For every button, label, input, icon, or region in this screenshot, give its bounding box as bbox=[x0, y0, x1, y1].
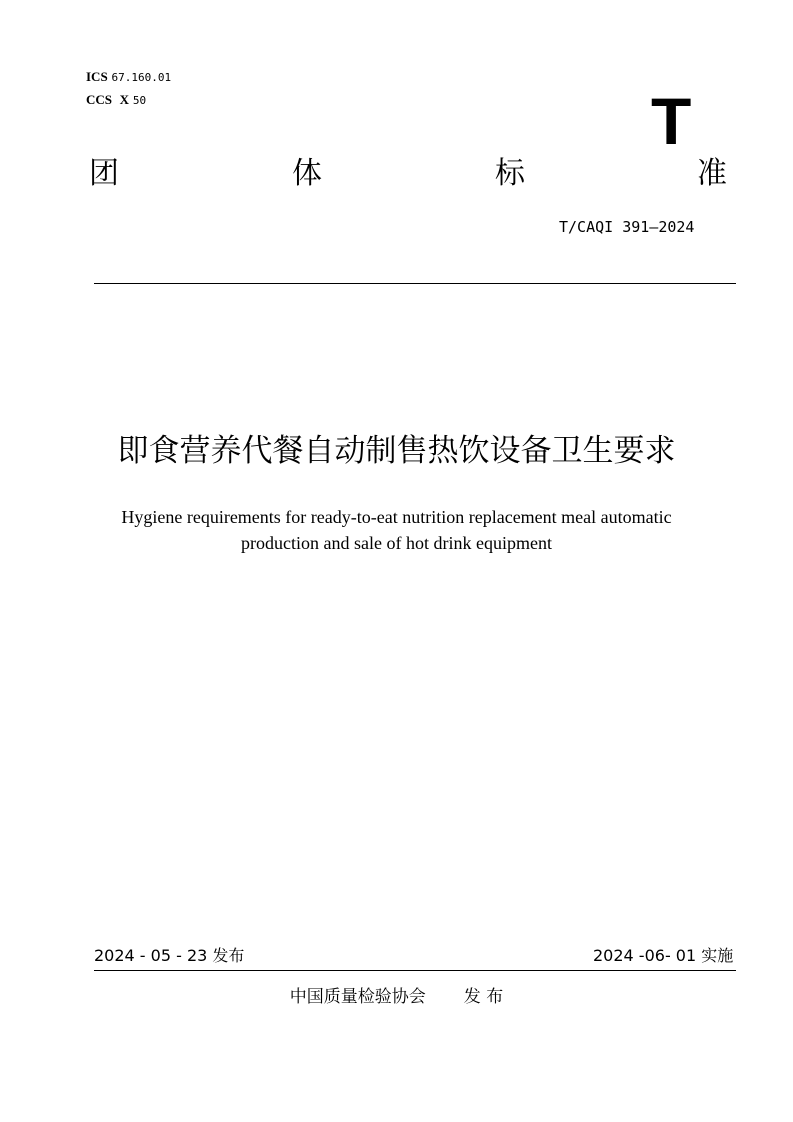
standard-number: T/CAQI 391—2024 bbox=[559, 218, 695, 236]
ics-code-line bbox=[86, 70, 171, 85]
footer-divider bbox=[94, 970, 736, 971]
ccs-label: CCS bbox=[86, 92, 113, 107]
ccs-class: X bbox=[119, 92, 130, 107]
standard-type-char-4: 准 bbox=[697, 156, 727, 191]
ics-code: 67.160.01 bbox=[111, 71, 172, 84]
standard-type-char-3: 标 bbox=[495, 156, 525, 191]
publisher-line bbox=[0, 986, 793, 1008]
standard-type-char-2: 体 bbox=[292, 156, 322, 191]
publish-date: 2024 - 05 - 23 发布 bbox=[94, 946, 245, 965]
ics-label: ICS bbox=[86, 69, 108, 84]
title-english-line2: production and sale of hot drink equipment bbox=[241, 533, 552, 553]
standard-mark: T bbox=[651, 84, 692, 158]
title-english-line1: Hygiene requirements for ready-to-eat nutrition replacement meal automatic bbox=[121, 507, 672, 527]
publisher-organization: 中国质量检验协会 bbox=[289, 987, 426, 1007]
ccs-code: 50 bbox=[132, 94, 147, 107]
implement-date: 2024 -06- 01 实施 bbox=[593, 946, 734, 965]
title-chinese: 即食营养代餐自动制售热饮设备卫生要求 bbox=[117, 433, 676, 469]
header-divider bbox=[94, 283, 736, 284]
ccs-code-line bbox=[86, 93, 146, 108]
standard-type-char-1: 团 bbox=[89, 156, 119, 191]
publish-label: 发 布 bbox=[463, 987, 504, 1007]
